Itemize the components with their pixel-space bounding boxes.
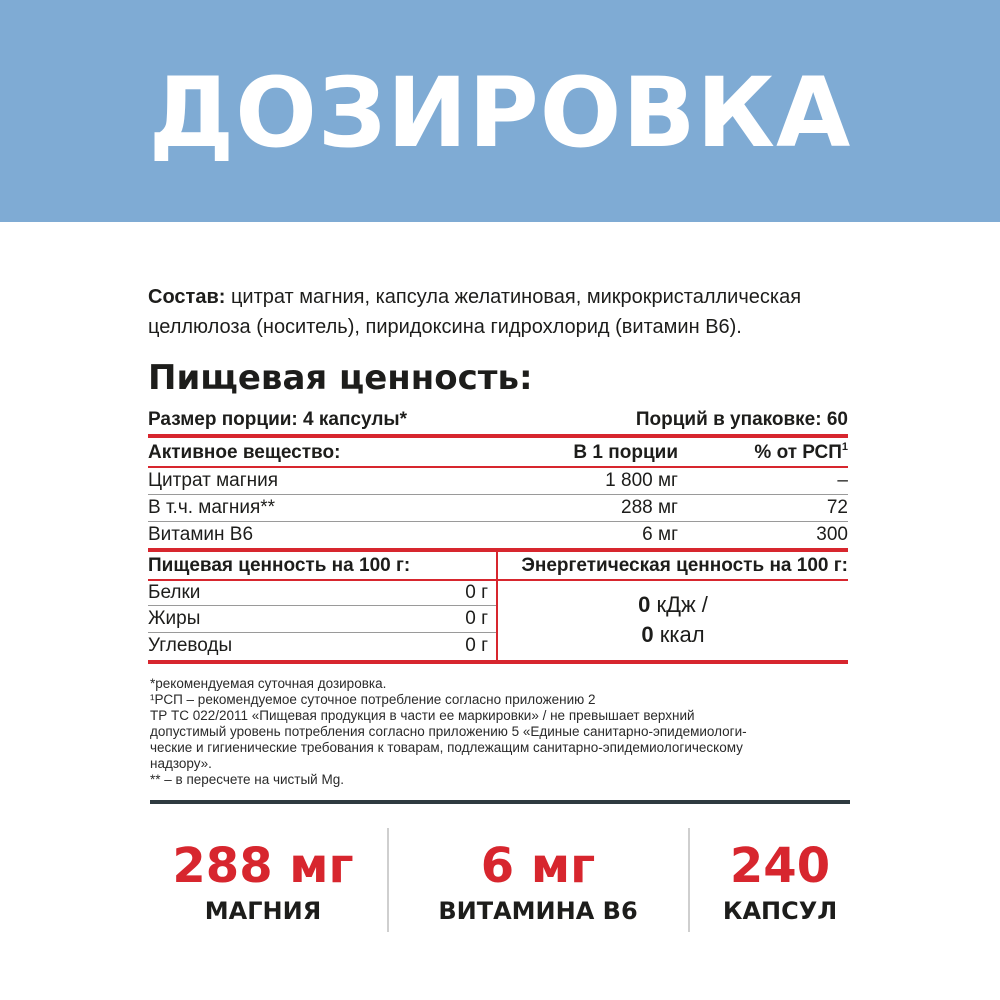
per100-heading: Пищевая ценность на 100 г:: [148, 555, 411, 576]
stat-magnesium: [148, 838, 378, 928]
nutrition-heading: Пищевая ценность:: [148, 358, 533, 398]
substance-rsp: 72: [826, 497, 848, 518]
substance-name: Витамин В6: [148, 524, 254, 545]
nutrient-name: Белки: [148, 582, 201, 603]
table-bottom-rule: [148, 660, 848, 664]
substance-amount: 6 мг: [642, 524, 678, 545]
column-per-serving: В 1 порции: [573, 442, 678, 463]
composition-text: [148, 282, 858, 342]
section-rule: [148, 548, 848, 552]
energy-kcal-value: 0: [641, 622, 654, 647]
substance-rsp: 300: [816, 524, 848, 545]
footnote-line: ТР ТС 022/2011 «Пищевая продукция в части ее маркировки» / не превышает верхний: [150, 708, 695, 723]
composition-label: Состав:: [148, 286, 226, 308]
serving-size: Размер порции: 4 капсулы*: [148, 409, 408, 430]
nutrient-value: 0 г: [465, 582, 488, 603]
table-row: [148, 468, 848, 494]
stat-label: ВИТАМИНА В6: [438, 897, 638, 925]
substance-name: Цитрат магния: [148, 470, 279, 491]
table-top-rule: [148, 434, 848, 438]
energy-kj-unit: кДж /: [650, 592, 708, 617]
footnote-line: *рекомендуемая суточная дозировка.: [150, 676, 387, 691]
nutrient-name: Жиры: [148, 608, 201, 629]
active-substance-header: [148, 440, 848, 466]
substance-amount: 1 800 мг: [605, 470, 678, 491]
stat-separator: [688, 828, 690, 932]
energy-kj-value: 0: [638, 592, 651, 617]
footnotes: [150, 676, 850, 788]
list-item: [148, 633, 488, 659]
footnote-line: допустимый уровень потребления согласно приложению 5 «Единые санитарно-эпидемиологи-: [150, 724, 747, 739]
stat-vitamin-b6: [400, 838, 676, 928]
stat-label: КАПСУЛ: [722, 897, 838, 925]
column-rsp: % от РСП$^1$: [754, 441, 848, 463]
footnote-line: надзору».: [150, 756, 212, 771]
per100-header: [148, 553, 848, 579]
energy-value: [498, 590, 848, 650]
stat-value: 240: [729, 838, 831, 894]
substance-amount: 288 мг: [621, 497, 678, 518]
header-banner: [0, 0, 1000, 222]
footnote-line: ¹РСП – рекомендуемое суточное потребление согласно приложению 2: [150, 692, 596, 707]
table-row: [148, 522, 848, 548]
energy-heading: Энергетическая ценность на 100 г:: [521, 555, 848, 576]
stat-value: 6 мг: [480, 838, 596, 894]
serving-info-row: [148, 406, 848, 434]
nutrient-value: 0 г: [465, 608, 488, 629]
stat-label: МАГНИЯ: [204, 897, 322, 925]
energy-kcal-unit: ккал: [653, 622, 705, 647]
nutrient-name: Углеводы: [148, 635, 233, 656]
substance-name: В т.ч. магния**: [148, 497, 276, 518]
stat-separator: [387, 828, 389, 932]
composition-body: цитрат магния, капсула желатиновая, микрокристаллическая целлюлоза (носитель), пиридоксина гидрохлорид (витамин В6).: [148, 286, 802, 338]
list-item: [148, 606, 488, 632]
table-row: [148, 495, 848, 521]
nutrient-value: 0 г: [465, 635, 488, 656]
column-substance: Активное вещество:: [148, 442, 341, 463]
footnote-line: ** – в пересчете на чистый Mg.: [150, 772, 344, 787]
stat-capsules: [700, 838, 860, 928]
substance-rsp: –: [837, 470, 848, 491]
footnote-line: ческие и гигиенические требования к товарам, подлежащим санитарно-эпидемиологическому: [150, 740, 743, 755]
servings-per-pack: Порций в упаковке: 60: [635, 409, 848, 430]
footer-divider: [150, 800, 850, 804]
list-item: [148, 580, 488, 606]
page-title: ДОЗИРОВКА: [148, 57, 852, 169]
stat-value: 288 мг: [172, 838, 354, 894]
